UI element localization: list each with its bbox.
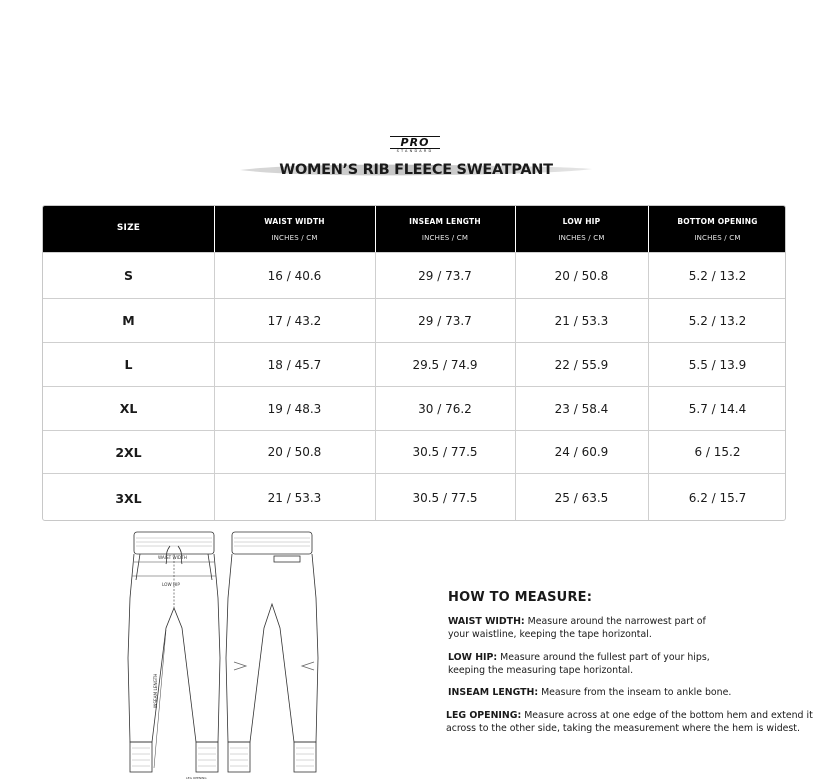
inseam-cell: 30.5 / 77.5 (412, 491, 478, 505)
pants-front-view (128, 532, 220, 772)
inseam-cell: 29 / 73.7 (418, 313, 472, 328)
right-cuff (196, 742, 218, 772)
header-label: INSEAM LENGTH (409, 217, 481, 226)
size-cell: L (124, 357, 133, 372)
low-hip-cell: 24 / 60.9 (554, 445, 609, 459)
header-divider (214, 206, 215, 252)
header-divider (375, 206, 376, 252)
header-label: LOW HIP (562, 217, 601, 226)
page-title-block (240, 160, 592, 180)
low-hip-cell: 21 / 53.3 (554, 313, 609, 328)
back-right-cuff (294, 742, 316, 772)
header-bottom-opening (648, 206, 786, 252)
pants-back-view (226, 532, 318, 772)
header-divider (515, 206, 516, 252)
back-rib-lines (234, 538, 310, 546)
table-row (43, 473, 785, 521)
low-hip-label: LOW HIP (162, 582, 180, 587)
waist-cell: 19 / 48.3 (267, 401, 322, 416)
instruction-term: INSEAM LENGTH: (448, 687, 539, 698)
header-unit: INCHES / CM (694, 234, 741, 242)
header-unit: INCHES / CM (271, 234, 318, 242)
instruction-waist-width (448, 616, 706, 641)
instruction-text: Measure around the fullest part of your hips, (500, 652, 710, 663)
header-label: SIZE (116, 223, 141, 233)
inseam-cell: 30 / 76.2 (418, 401, 472, 416)
bottom-opening-cell: 5.5 / 13.9 (688, 357, 747, 372)
instruction-leg-opening (446, 710, 813, 735)
instruction-text: across to the other side, taking the measurement where the hem is widest. (446, 722, 800, 734)
low-hip-cell: 20 / 50.8 (554, 268, 609, 283)
table-row (43, 386, 785, 430)
cuff-rib-lines (132, 748, 216, 766)
back-waistband (232, 532, 312, 554)
instruction-term: LOW HIP: (448, 652, 498, 663)
header-size (43, 206, 214, 252)
waist-width-label: WAIST WIDTH (158, 555, 187, 560)
bottom-opening-cell: 5.2 / 13.2 (688, 313, 747, 328)
inseam-length-label: INSEAM LENGTH (153, 673, 158, 708)
header-inseam-length (375, 206, 515, 252)
size-cell: XL (119, 401, 138, 416)
table-row (43, 252, 785, 298)
size-cell: M (122, 313, 135, 328)
bottom-opening-cell: 6 / 15.2 (694, 445, 741, 459)
waistband-rib-lines (136, 538, 212, 546)
low-hip-cell: 23 / 58.4 (554, 401, 609, 416)
size-cell: S (123, 268, 133, 283)
header-label: WAIST WIDTH (264, 217, 325, 226)
sweatpant-measure-diagram (124, 528, 320, 782)
header-low-hip (515, 206, 648, 252)
back-pocket (274, 556, 300, 562)
header-divider (648, 206, 649, 252)
table-row (43, 342, 785, 386)
instruction-text: Measure across at one edge of the bottom hem and extend it (524, 710, 813, 721)
left-cuff (130, 742, 152, 772)
brand-logo (386, 136, 444, 152)
size-cell: 3XL (115, 490, 142, 506)
how-to-measure-title: HOW TO MEASURE: (448, 590, 593, 605)
bottom-opening-cell: 6.2 / 15.7 (688, 491, 747, 505)
table-row (43, 298, 785, 342)
header-unit: INCHES / CM (421, 234, 469, 242)
waist-cell: 20 / 50.8 (267, 445, 322, 459)
table-header (43, 206, 785, 252)
instruction-text: your waistline, keeping the tape horizontal. (448, 628, 652, 640)
instruction-text: keeping the measuring tape horizontal. (448, 664, 634, 676)
instruction-term: LEG OPENING: (446, 710, 522, 721)
instruction-inseam-length (448, 687, 731, 700)
back-left-cuff (228, 742, 250, 772)
waist-cell: 17 / 43.2 (267, 313, 322, 328)
instruction-text: Measure around the narrowest part of (527, 616, 706, 627)
header-waist-width (214, 206, 375, 252)
waist-cell: 21 / 53.3 (267, 491, 322, 505)
back-cuff-rib-lines (230, 748, 314, 766)
instruction-term: WAIST WIDTH: (448, 616, 525, 627)
page-title: WOMEN’S RIB FLEECE SWEATPANT (279, 162, 553, 178)
waistband-shape (134, 532, 214, 554)
knee-darts (234, 662, 314, 670)
logo-subtext: STANDARD (396, 149, 434, 153)
table-row (43, 430, 785, 473)
instruction-low-hip (448, 652, 710, 677)
header-unit: INCHES / CM (558, 234, 605, 242)
leg-opening-label: LEG OPENING (186, 776, 207, 780)
inseam-cell: 29.5 / 74.9 (412, 357, 478, 372)
low-hip-cell: 22 / 55.9 (554, 357, 609, 372)
instruction-text: Measure from the inseam to ankle bone. (541, 687, 732, 698)
bottom-opening-cell: 5.7 / 14.4 (688, 401, 747, 416)
inseam-cell: 30.5 / 77.5 (412, 445, 478, 459)
size-chart-table (42, 205, 786, 521)
size-cell: 2XL (115, 444, 142, 460)
waist-cell: 16 / 40.6 (267, 268, 322, 283)
low-hip-cell: 25 / 63.5 (554, 491, 609, 505)
logo-mark: PRO (390, 136, 440, 149)
bottom-opening-cell: 5.2 / 13.2 (688, 268, 747, 283)
waist-cell: 18 / 45.7 (267, 357, 322, 372)
inseam-cell: 29 / 73.7 (418, 268, 472, 283)
header-label: BOTTOM OPENING (677, 217, 758, 226)
pants-back-outline (226, 554, 318, 742)
